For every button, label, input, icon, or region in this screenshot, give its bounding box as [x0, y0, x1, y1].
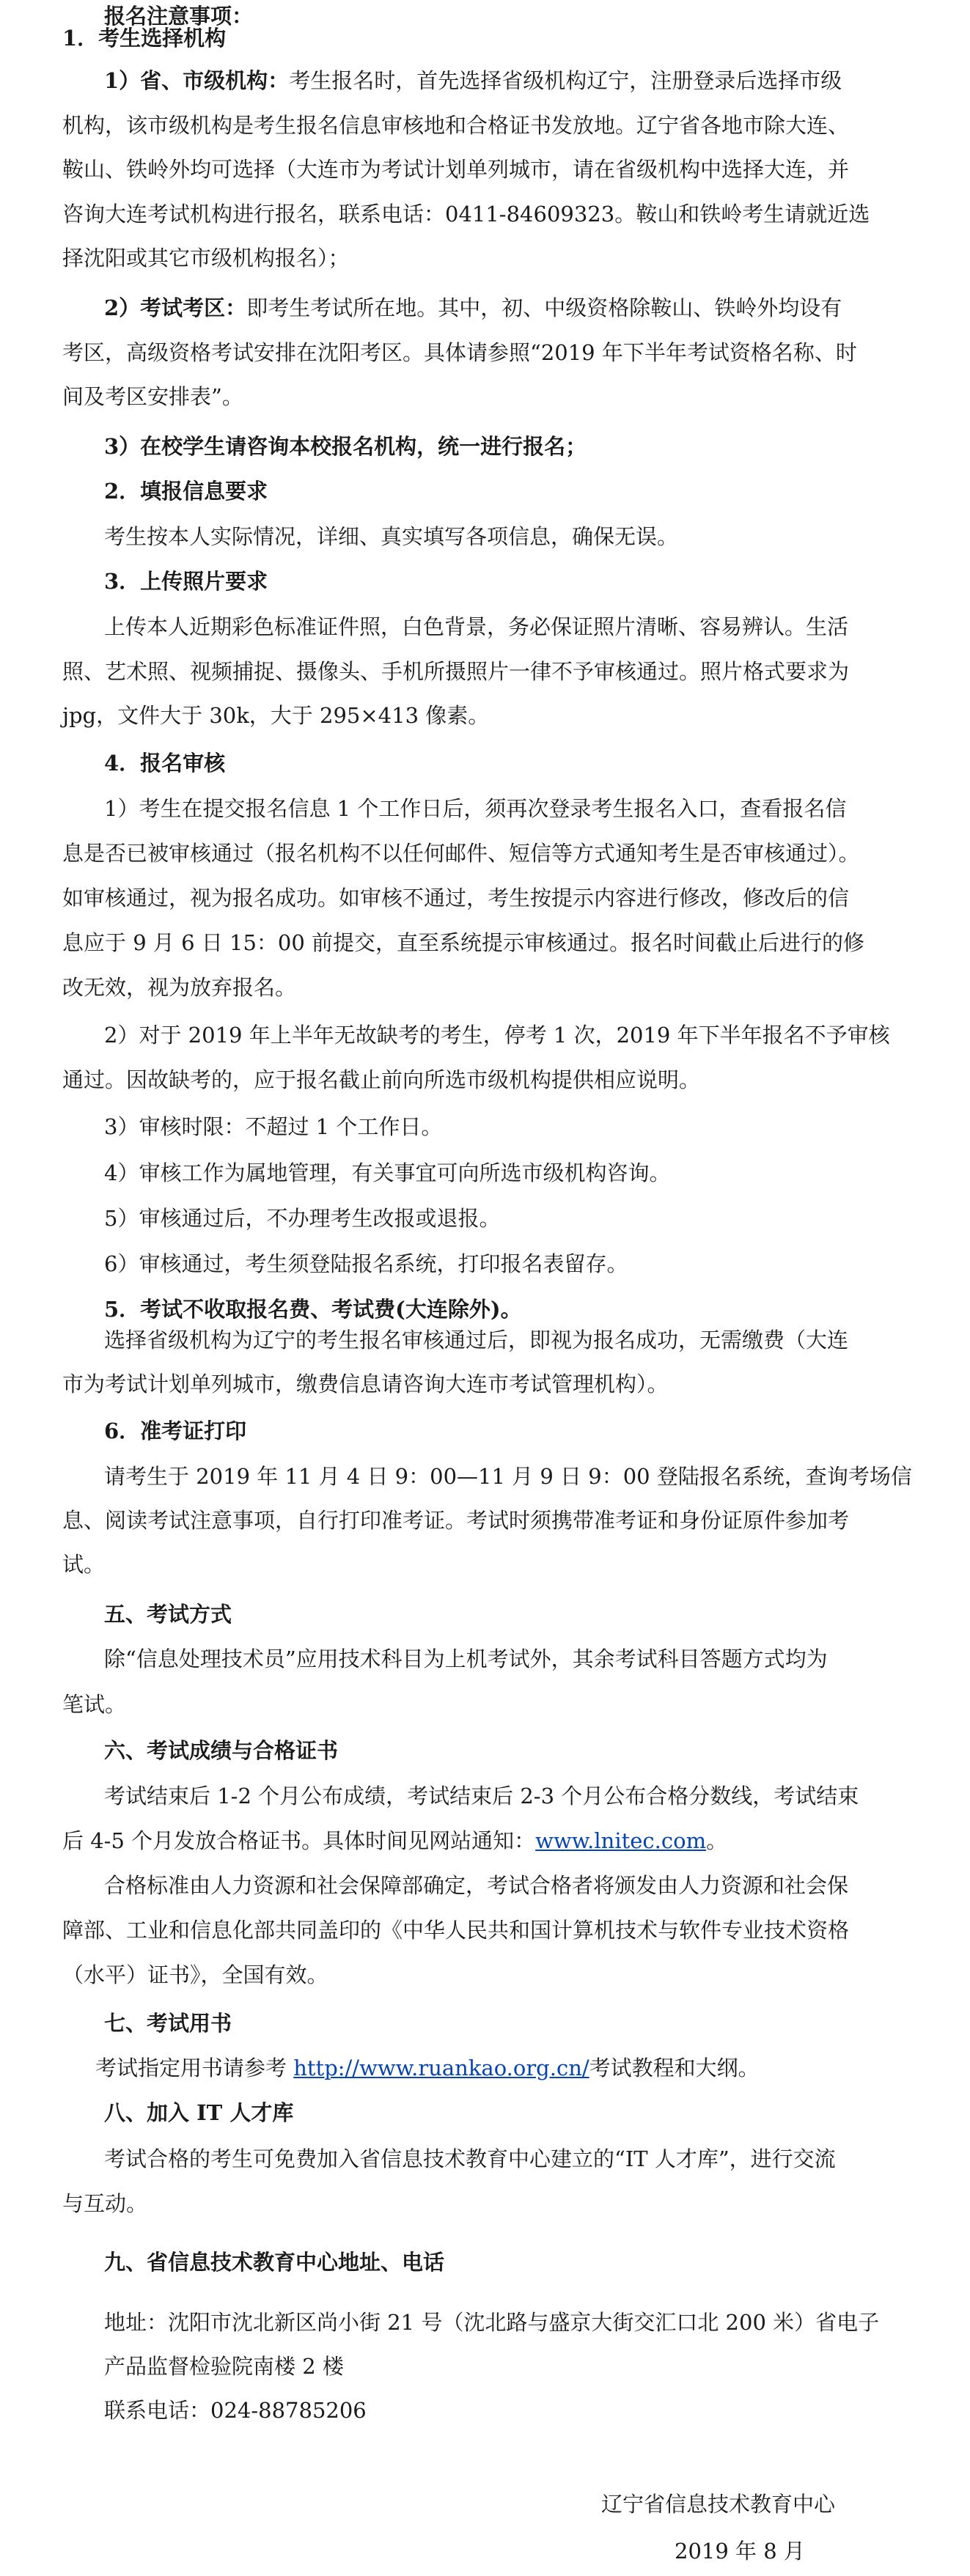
s1-p3: 3）在校学生请咨询本校报名机构，统一进行报名；: [104, 434, 587, 459]
s4-p1-line5: 改无效，视为放弃报名。: [62, 975, 297, 1000]
s1-p2-line3: 间及考区安排表”。: [62, 384, 243, 409]
s2-line1: 考生按本人实际情况，详细、真实填写各项信息，确保无误。: [104, 524, 679, 549]
h6-p1-line2-text: 后 4-5 个月发放合格证书。具体时间见网站通知：: [62, 1828, 536, 1853]
address-line1: 地址：沈阳市沈北新区尚小街 21 号（沈北路与盛京大街交汇口北 200 米）省电子: [104, 2310, 880, 2335]
heading-8: 八、加入 IT 人才库: [104, 2100, 294, 2125]
h6-p2-line1: 合格标准由人力资源和社会保障部确定，考试合格者将颁发由人力资源和社会保: [104, 1873, 849, 1898]
s4-p2-line1: 2）对于 2019 年上半年无故缺考的考生，停考 1 次，2019 年下半年报名不予审核: [104, 1023, 890, 1048]
h8-line2: 与互动。: [62, 2191, 148, 2216]
s6-line1: 请考生于 2019 年 11 月 4 日 9：00—11 月 9 日 9：00 登陆报名系统，查询考场信: [104, 1464, 912, 1489]
h7-line1: [95, 2053, 760, 2083]
h6-p1-line2: [62, 1826, 727, 1855]
signature-date: 2019 年 8 月: [675, 2539, 805, 2564]
h5-line1: 除“信息处理技术员”应用技术科目为上机考试外，其余考试科目答题方式均为: [104, 1646, 828, 1671]
s4-p2-line2: 通过。因故缺考的，应于报名截止前向所选市级机构提供相应说明。: [62, 1067, 701, 1092]
s4-p1-line1: 1）考生在提交报名信息 1 个工作日后，须再次登录考生报名入口，查看报名信: [104, 796, 847, 821]
s1-p2-label: 2）考试考区：: [104, 295, 247, 320]
heading-7: 七、考试用书: [104, 2011, 232, 2036]
section-4-title: 4．报名审核: [104, 751, 226, 776]
signature-org: 辽宁省信息技术教育中心: [601, 2492, 836, 2517]
s1-p1-line2: 机构，该市级机构是考生报名信息审核地和合格证书发放地。辽宁省各地市除大连、: [62, 113, 850, 138]
h6-p2-line2: 障部、工业和信息化部共同盖印的《中华人民共和国计算机技术与软件专业技术资格: [62, 1918, 850, 1943]
s6-line2: 息、阅读考试注意事项，自行打印准考证。考试时须携带准考证和身份证原件参加考: [62, 1508, 850, 1533]
s1-p1-line4: 咨询大连考试机构进行报名，联系电话：0411-84609323。鞍山和铁岭考生请就近选: [62, 202, 870, 227]
s4-p3: 3）审核时限：不超过 1 个工作日。: [104, 1114, 443, 1139]
heading-9: 九、省信息技术教育中心地址、电话: [104, 2250, 445, 2275]
s1-p1-line3: 鞍山、铁岭外均可选择（大连市为考试计划单列城市，请在省级机构中选择大连，并: [62, 157, 850, 182]
section-1-title: 1．考生选择机构: [62, 26, 227, 51]
s1-p2-line1-text: 即考生考试所在地。其中，初、中级资格除鞍山、铁岭外均设有: [246, 295, 842, 320]
s1-p1-label: 1）省、市级机构：: [104, 68, 290, 93]
h7-line1-text: 考试指定用书请参考: [95, 2056, 294, 2080]
ruankao-link[interactable]: http://www.ruankao.org.cn/: [293, 2056, 589, 2080]
h6-p1-line2-end: 。: [706, 1828, 728, 1853]
s4-p4: 4）审核工作为属地管理，有关事宜可向所选市级机构咨询。: [104, 1160, 671, 1185]
s4-p6: 6）审核通过，考生须登陆报名系统，打印报名表留存。: [104, 1251, 628, 1276]
h7-line1-end: 考试教程和大纲。: [589, 2056, 760, 2080]
address-line2: 产品监督检验院南楼 2 楼: [104, 2354, 344, 2379]
contact-phone: 联系电话：024-88785206: [104, 2398, 367, 2423]
notice-title: 报名注意事项：: [104, 4, 254, 29]
section-2-title: 2．填报信息要求: [104, 479, 268, 504]
s3-line3: jpg，文件大于 30k，大于 295×413 像素。: [62, 703, 490, 728]
s1-p1-line1-text: 考生报名时，首先选择省级机构辽宁，注册登录后选择市级: [289, 68, 842, 93]
lnitec-link[interactable]: www.lnitec.com: [535, 1828, 707, 1853]
section-5-title: 5．考试不收取报名费、考试费(大连除外)。: [104, 1297, 522, 1322]
s1-p1-line5: 择沈阳或其它市级机构报名）；: [62, 246, 350, 271]
s1-p2-line2: 考区，高级资格考试安排在沈阳考区。具体请参照“2019 年下半年考试资格名称、时: [62, 340, 857, 365]
s1-p2-line1: [104, 293, 842, 323]
s4-p1-line4: 息应于 9 月 6 日 15：00 前提交，直至系统提示审核通过。报名时间截止后进行的修: [62, 930, 865, 955]
s3-line1: 上传本人近期彩色标准证件照，白色背景，务必保证照片清晰、容易辨认。生活: [104, 614, 849, 639]
s3-line2: 照、艺术照、视频捕捉、摄像头、手机所摄照片一律不予审核通过。照片格式要求为: [62, 659, 850, 684]
s1-p1-line1: [104, 66, 842, 95]
s4-p1-line3: 如审核通过，视为报名成功。如审核不通过，考生按提示内容进行修改，修改后的信: [62, 886, 850, 910]
s4-p1-line2: 息是否已被审核通过（报名机构不以任何邮件、短信等方式通知考生是否审核通过）。: [62, 841, 860, 866]
h8-line1: 考试合格的考生可免费加入省信息技术教育中心建立的“IT 人才库”，进行交流: [104, 2146, 836, 2171]
s5-line2: 市为考试计划单列城市，缴费信息请咨询大连市考试管理机构）。: [62, 1372, 669, 1396]
heading-6: 六、考试成绩与合格证书: [104, 1738, 339, 1763]
h6-p1-line1: 考试结束后 1-2 个月公布成绩，考试结束后 2-3 个月公布合格分数线，考试结束: [104, 1784, 859, 1808]
s6-line3: 试。: [62, 1552, 106, 1577]
section-6-title: 6．准考证打印: [104, 1418, 247, 1443]
h5-line2: 笔试。: [62, 1692, 127, 1717]
section-3-title: 3．上传照片要求: [104, 569, 268, 594]
s4-p5: 5）审核通过后，不办理考生改报或退报。: [104, 1206, 501, 1231]
s5-line1: 选择省级机构为辽宁的考生报名审核通过后，即视为报名成功，无需缴费（大连: [104, 1328, 849, 1353]
h6-p2-line3: （水平）证书》，全国有效。: [62, 1962, 328, 1987]
heading-5: 五、考试方式: [104, 1602, 232, 1627]
